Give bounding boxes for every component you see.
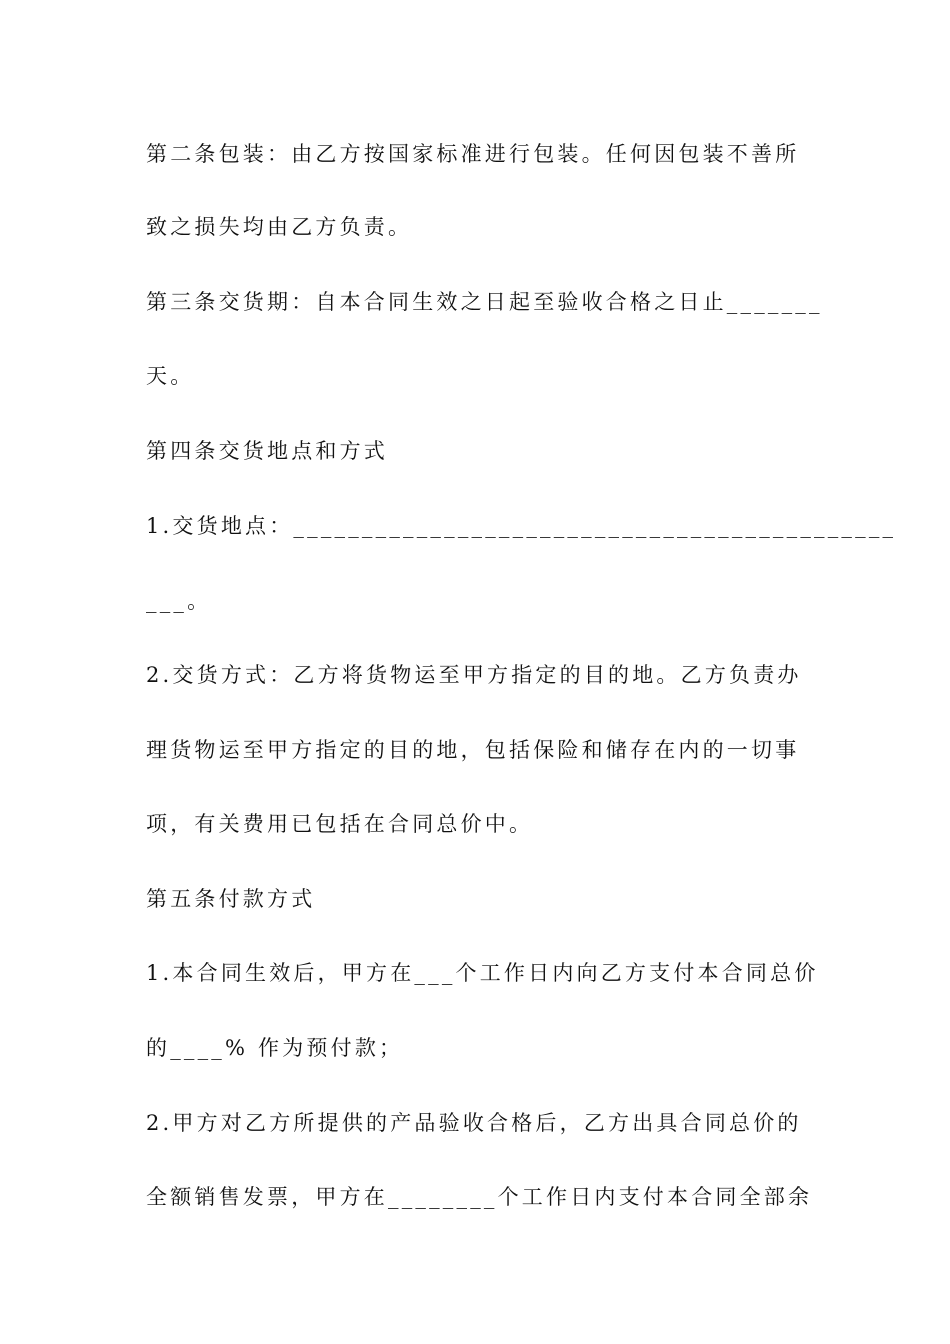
delivery-method-line-1: 2.交货方式：乙方将货物运至甲方指定的目的地。乙方负责办 xyxy=(146,663,802,687)
delivery-method-line-2: 理货物运至甲方指定的目的地，包括保险和储存在内的一切事 xyxy=(146,738,800,762)
payment-2-line-2: 全额销售发票，甲方在________个工作日内支付本合同全部余 xyxy=(146,1185,813,1209)
delivery-place-line-2: ___。 xyxy=(146,589,212,613)
clause-3-delivery-period-line-1: 第三条交货期：自本合同生效之日起至验收合格之日止_______ xyxy=(146,290,823,314)
delivery-place-line-1: 1.交货地点：____________________________________________ xyxy=(146,514,897,538)
payment-1-line-2: 的____% 作为预付款； xyxy=(146,1036,404,1060)
payment-1-line-1: 1.本合同生效后，甲方在___个工作日内向乙方支付本合同总价 xyxy=(146,961,819,985)
payment-2-line-1: 2.甲方对乙方所提供的产品验收合格后，乙方出具合同总价的 xyxy=(146,1111,802,1135)
clause-2-packaging-line-2: 致之损失均由乙方负责。 xyxy=(146,215,413,239)
clause-3-delivery-period-line-2: 天。 xyxy=(146,364,195,388)
delivery-method-line-3: 项，有关费用已包括在合同总价中。 xyxy=(146,812,534,836)
clause-5-heading: 第五条付款方式 xyxy=(146,887,316,911)
clause-4-heading: 第四条交货地点和方式 xyxy=(146,439,388,463)
clause-2-packaging-line-1: 第二条包装：由乙方按国家标准进行包装。任何因包装不善所 xyxy=(146,142,800,166)
